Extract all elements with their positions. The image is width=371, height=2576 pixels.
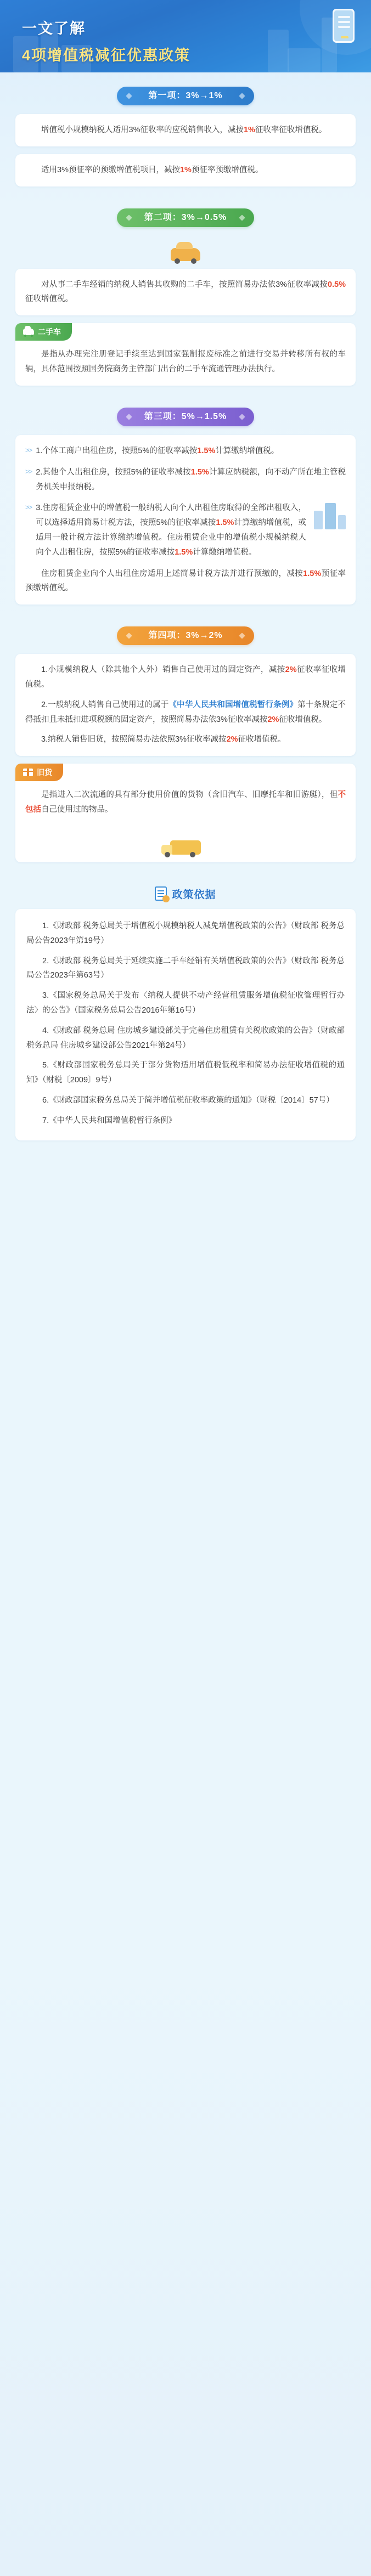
card-item3: [15, 435, 356, 605]
document-icon: [155, 886, 167, 901]
badge-label-used-goods: 旧货: [37, 768, 52, 777]
card-item3-tail-text: 住房租赁企业向个人出租住房适用上述简易计税方法并进行预缴的，减按1.5%预征率预缴增值税。: [25, 569, 346, 593]
policy-item: 2.《财政部 税务总局关于延续实施二手车经销有关增值税政策的公告》（财政部 税务总局公告2023年第63号）: [26, 956, 345, 980]
policy-item: 5.《财政部国家税务总局关于部分货物适用增值税低税率和简易办法征收增值税的通知》（财税〔2009〕9号）: [26, 1061, 345, 1085]
card-item2-1: [15, 269, 356, 316]
section-title-item3: 第三项：5%→1.5%: [117, 408, 254, 426]
badge-head-used-goods: [15, 764, 63, 781]
page-header: [0, 0, 371, 72]
list-item-text: 1.个体工商户出租住房，按照5%的征收率减按1.5%计算缴纳增值税。: [36, 446, 279, 455]
card-item1-1: [15, 114, 356, 146]
policy-basis-title: 政策依据: [172, 889, 216, 901]
section-item3: [0, 408, 371, 605]
section-title-item1: 第一项：3%→1%: [117, 87, 254, 105]
car-icon: [23, 329, 34, 335]
policy-basis-card: [15, 909, 356, 1140]
chevron-right-icon: >>: [25, 445, 32, 454]
footer-spacer: [0, 1140, 371, 1162]
section-title-item2: 第二项：3%→0.5%: [117, 208, 254, 227]
list-item-text: 3.住房租赁企业中的增值税一般纳税人向个人出租住房取得的全部出租收入，可以选择适用简易计税方法，按照5%的征收率减按1.5%计算缴纳增值税，或适用一般计税方法计算缴纳增值税。住房租赁企业中的增值税小规模纳税人向个人出租住房，按照5%的征收率减按1.5%计算缴纳增值税。: [36, 501, 346, 560]
package-icon: [23, 769, 33, 776]
card-item1-2: [15, 154, 356, 187]
header-building-4: [268, 30, 289, 72]
section-item4: [0, 626, 371, 862]
page-title-line1: 一文了解: [22, 20, 86, 37]
section-item2: [0, 208, 371, 386]
policy-item: 3.《国家税务总局关于发布〈纳税人提供不动产经营租赁服务增值税征收管理暂行办法〉的公告》（国家税务总局公告2016年第16号）: [26, 991, 345, 1015]
page-title: [22, 16, 190, 65]
page-title-line2: 4项增值税减征优惠政策: [22, 47, 191, 64]
truck-illustration: [170, 840, 201, 855]
chevron-right-icon: >>: [25, 503, 32, 512]
car-illustration: [171, 248, 200, 261]
card-item4: [15, 654, 356, 756]
illustration-truck: [15, 829, 356, 855]
list-item: [25, 444, 346, 459]
header-building-5: [288, 48, 321, 72]
badge-card-used-goods: [15, 764, 356, 862]
badge-body-used-goods: 是指进入二次流通的具有部分使用价值的货物（含旧汽车、旧摩托车和旧游艇），但不包括自己使用过的物品。: [25, 790, 346, 815]
list-item: [25, 501, 346, 560]
section-item1: [0, 87, 371, 187]
list-item: [25, 465, 346, 495]
buildings-illustration: [314, 503, 346, 529]
card-item1-2-text: 适用3%预征率的预缴增值税项目，减按1%预征率预缴增值税。: [41, 165, 263, 174]
section-policy-basis: [0, 886, 371, 1140]
card-item1-1-text: 增值税小规模纳税人适用3%征收率的应税销售收入，减按1%征收率征收增值税。: [41, 126, 327, 134]
chevron-right-icon: >>: [25, 467, 32, 476]
policy-item: 6.《财政部国家税务总局关于简并增值税征收率政策的通知》（财税〔2014〕57号）: [42, 1096, 334, 1105]
card-item4-text-1: 1.小规模纳税人（除其他个人外）销售自己使用过的固定资产，减按2%征收率征收增值税。: [25, 665, 346, 689]
policy-item: 4.《财政部 税务总局 住房城乡建设部关于完善住房租赁有关税收政策的公告》（财政部 税务总局 住房城乡建设部公告2021年第24号）: [26, 1026, 345, 1050]
policy-item: 7.《中华人民共和国增值税暂行条例》: [42, 1116, 177, 1125]
badge-body-secondhand-car: 是指从办理完注册登记手续至达到国家强制报废标准之前进行交易并转移所有权的车辆，具体范围按照国务院商务主管部门出台的二手车流通管理办法执行。: [25, 350, 346, 374]
section-title-item4: 第四项：3%→2%: [117, 626, 254, 645]
badge-head-secondhand-car: [15, 323, 72, 341]
smartphone-icon: [333, 9, 355, 43]
badge-label-secondhand-car: 二手车: [38, 327, 61, 337]
card-item4-text-3: 3.纳税人销售旧货，按照简易办法依照3%征收率减按2%征收增值税。: [41, 735, 286, 744]
policy-basis-header: [15, 886, 356, 901]
card-item2-1-text: 对从事二手车经销的纳税人销售其收购的二手车，按照简易办法依3%征收率减按0.5%征收增值税。: [25, 280, 346, 304]
card-item4-text-2: 2.一般纳税人销售自己使用过的属于《中华人民共和国增值税暂行条例》第十条规定不得抵扣且未抵扣进项税额的固定资产，按照简易办法依3%征收率减按2%征收增值税。: [25, 700, 346, 724]
policy-item: 1.《财政部 税务总局关于增值税小规模纳税人减免增值税政策的公告》（财政部 税务总局公告2023年第19号）: [26, 921, 345, 945]
illustration-cars: [15, 236, 356, 261]
list-item-text: 2.其他个人出租住房，按照5%的征收率减按1.5%计算应纳税额，向不动产所在地主管税务机关申报纳税。: [36, 467, 346, 492]
badge-card-secondhand-car: [15, 323, 356, 386]
